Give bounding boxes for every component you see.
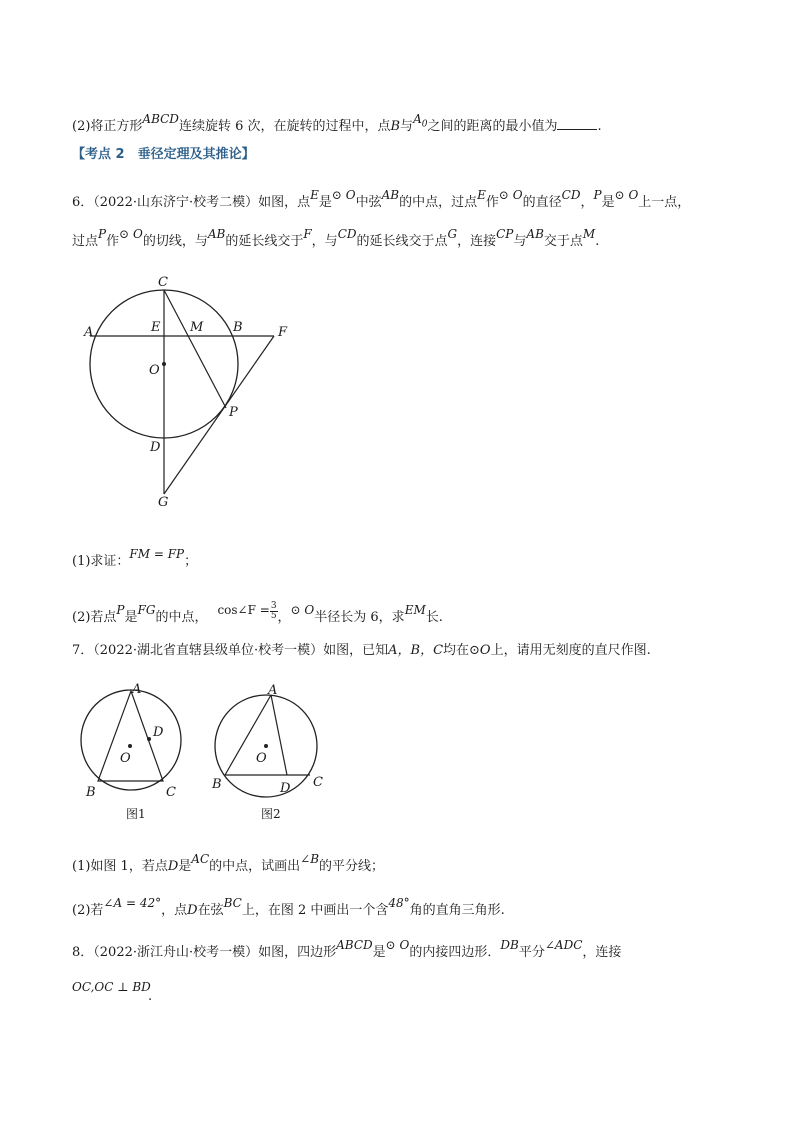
svg-text:F: F: [278, 325, 288, 340]
q7-figures: [72, 680, 342, 825]
svg-text:M: M: [190, 320, 204, 335]
svg-text:B: B: [233, 320, 243, 335]
q6-figure: [76, 270, 306, 515]
q8-stem: 8．（2022·浙江舟山·校考一模）如图，四边形ABCD是⊙ O的内接四边形．DB平分∠ADC，连接: [72, 938, 622, 960]
svg-text:C: C: [313, 775, 323, 790]
segment-cp: [164, 290, 226, 408]
q7-stem: 7．（2022·湖北省直辖县级单位·校考一模）如图，已知A，B，C均在⊙O上，请用无刻度的直尺作图.: [72, 643, 651, 658]
q5-part2: (2)将正方形ABCD连续旋转 6 次，在旋转的过程中，点B与$A_0$之间的距离的最小值为 .: [72, 112, 602, 134]
svg-text:D: D: [150, 440, 161, 455]
svg-text:O: O: [256, 751, 267, 766]
fraction-3-5: $\frac{3}{5}$: [270, 601, 277, 621]
svg-text:C: C: [158, 275, 168, 290]
svg-text:O: O: [149, 363, 160, 378]
topic-heading: 【考点 2 垂径定理及其推论】: [72, 147, 255, 162]
fig1-point-d: [147, 737, 151, 741]
center-dot: [162, 362, 166, 366]
q7-part2: (2)若∠A = 42°，点D在弦BC上，在图 2 中画出一个含48°角的直角三角形.: [72, 896, 505, 918]
q8-line2-end: .: [148, 989, 153, 1004]
svg-text:A: A: [268, 683, 278, 698]
svg-text:D: D: [280, 781, 291, 796]
q7-part1: (1)如图 1，若点D是AC的中点，试画出∠B的平分线；: [72, 852, 385, 874]
q6-line1: 6．（2022·山东济宁·校考二模）如图，点E是⊙ O中弦AB的中点，过点E作⊙ O的直径CD，P是⊙ O上一点，: [72, 188, 691, 210]
svg-text:P: P: [229, 405, 238, 420]
q8-line2: OC,OC ⊥ BD: [72, 980, 151, 994]
q6-line2: 过点P作⊙ O的切线，与AB的延长线交于F，与CD的延长线交于点G，连接CP与AB交于点M.: [72, 227, 600, 249]
svg-text:E: E: [151, 320, 161, 335]
svg-text:图2: 图2: [261, 807, 281, 821]
svg-text:B: B: [86, 785, 96, 800]
q6-part1: (1)求证：FM = FP；: [72, 547, 198, 569]
fig1-circle: [81, 690, 181, 790]
svg-text:B: B: [212, 777, 222, 792]
svg-text:O: O: [120, 751, 131, 766]
svg-text:G: G: [158, 495, 169, 510]
svg-text:C: C: [166, 785, 176, 800]
answer-blank[interactable]: [557, 117, 597, 130]
tangent-fg: [164, 336, 274, 494]
svg-text:D: D: [153, 725, 164, 740]
svg-text:A: A: [132, 682, 142, 697]
svg-text:图1: 图1: [126, 807, 146, 821]
q6-part2: (2)若点P是FG的中点， cos∠F = $\frac{3}{5}$ ，⊙ O半径长为 6，求EM长.: [72, 601, 443, 625]
svg-text:A: A: [84, 325, 94, 340]
